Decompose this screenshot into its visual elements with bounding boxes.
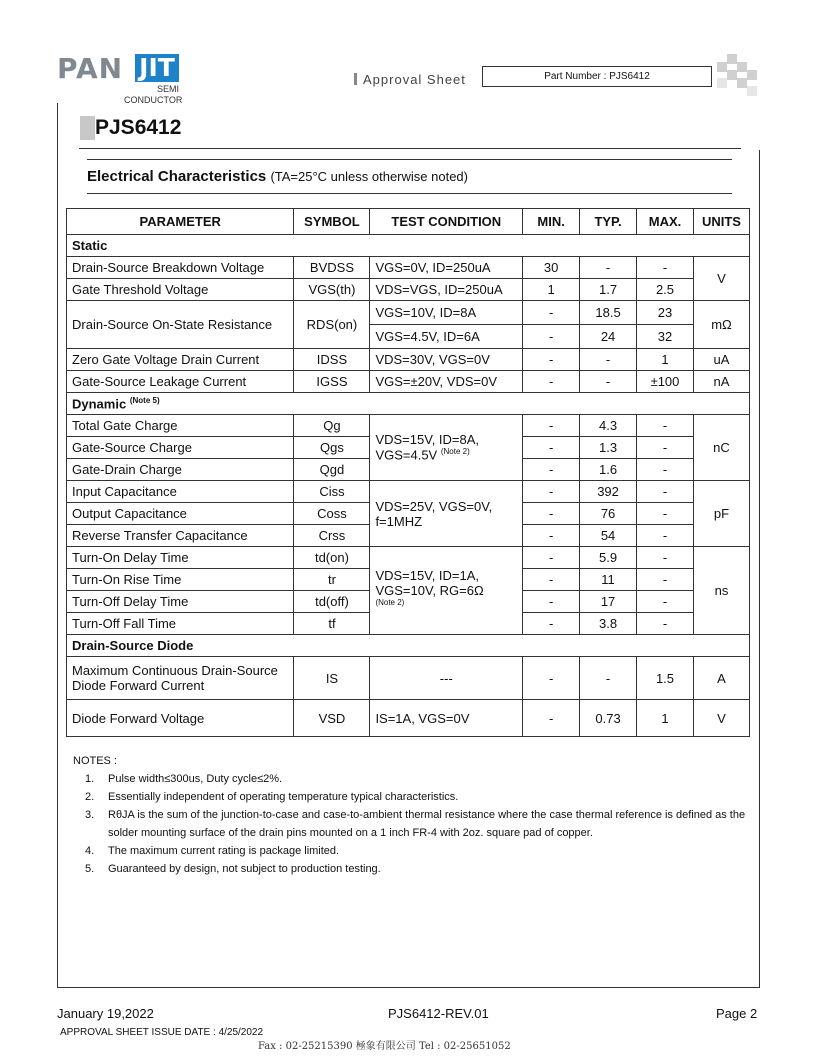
min-cell: - (523, 301, 580, 325)
approval-sheet-label: Approval Sheet (363, 72, 466, 87)
min-cell: - (523, 613, 580, 635)
max-cell: 32 (637, 325, 694, 349)
min-cell: - (523, 547, 580, 569)
max-cell: - (637, 459, 694, 481)
typ-cell: 3.8 (580, 613, 637, 635)
note-item: 5. Guaranteed by design, not subject to production testing. (85, 863, 381, 875)
param-cell: Gate-Drain Charge (67, 459, 294, 481)
typ-cell: 392 (580, 481, 637, 503)
max-cell: 1 (637, 700, 694, 737)
min-cell: - (523, 569, 580, 591)
param-cell: Drain-Source Breakdown Voltage (67, 257, 294, 279)
max-cell: 1.5 (637, 657, 694, 700)
condition-cell: --- (370, 657, 523, 700)
unit-cell: nC (693, 415, 749, 481)
param-cell: Turn-Off Delay Time (67, 591, 294, 613)
min-cell: - (523, 325, 580, 349)
typ-cell: - (580, 349, 637, 371)
typ-cell: 54 (580, 525, 637, 547)
min-cell: - (523, 459, 580, 481)
checker-pattern-icon (717, 54, 759, 96)
frame-right-border (759, 150, 760, 988)
max-cell: - (637, 481, 694, 503)
symbol-cell: tr (294, 569, 370, 591)
param-cell: Drain-Source On-State Resistance (67, 301, 294, 349)
footer-page: Page 2 (716, 1006, 758, 1021)
symbol-cell: td(off) (294, 591, 370, 613)
part-title: PJS6412 (95, 116, 182, 139)
max-cell: 1 (637, 349, 694, 371)
symbol-cell: Crss (294, 525, 370, 547)
typ-cell: 11 (580, 569, 637, 591)
table-row (67, 481, 750, 503)
condition-cell: IS=1A, VGS=0V (370, 700, 523, 737)
param-cell: Reverse Transfer Capacitance (67, 525, 294, 547)
logo-sub-semi: SEMI (157, 84, 180, 94)
footer-date: January 19,2022 (57, 1006, 154, 1021)
min-cell: - (523, 349, 580, 371)
logo-word: PAN (57, 52, 124, 85)
header-symbol: SYMBOL (294, 209, 370, 235)
unit-cell: V (693, 257, 749, 301)
param-cell: Total Gate Charge (67, 415, 294, 437)
symbol-cell: IS (294, 657, 370, 700)
symbol-cell: BVDSS (294, 257, 370, 279)
unit-cell: nA (693, 371, 749, 393)
param-cell: Maximum Continuous Drain-Source Diode Forward Current (67, 657, 294, 700)
notes-block (73, 752, 753, 878)
symbol-cell: IDSS (294, 349, 370, 371)
symbol-cell: Qgd (294, 459, 370, 481)
table-row (67, 547, 750, 569)
table-header-row (67, 209, 750, 235)
typ-cell: - (580, 257, 637, 279)
frame-left-border (57, 103, 58, 988)
part-number-box: Part Number : PJS6412 (482, 66, 712, 87)
condition-cell: VGS=±20V, VDS=0V (370, 371, 523, 393)
typ-cell: 0.73 (580, 700, 637, 737)
group-row-static (67, 235, 750, 257)
group-dynamic: Dynamic $^{(Note 5)}$ (67, 393, 750, 415)
max-cell: ±100 (637, 371, 694, 393)
header-test-condition: TEST CONDITION (370, 209, 523, 235)
param-cell: Gate Threshold Voltage (67, 279, 294, 301)
min-cell: - (523, 437, 580, 459)
max-cell: - (637, 591, 694, 613)
condition-cell: VDS=15V, ID=1A, VGS=10V, RG=6Ω $^{(Note 2)}$ (370, 547, 523, 635)
condition-cell: VGS=0V, ID=250uA (370, 257, 523, 279)
footer-contact: Fax : 02-25215390 極象有限公司 Tel : 02-25651052 (258, 1041, 511, 1052)
table-row (67, 371, 750, 393)
unit-cell: V (693, 700, 749, 737)
symbol-cell: Coss (294, 503, 370, 525)
table-row (67, 700, 750, 737)
note-item: 1. Pulse width≤300us, Duty cycle≤2%. (85, 773, 283, 785)
symbol-cell: IGSS (294, 371, 370, 393)
symbol-cell: tf (294, 613, 370, 635)
param-cell: Input Capacitance (67, 481, 294, 503)
section-title: Electrical Characteristics (87, 168, 267, 185)
min-cell: - (523, 503, 580, 525)
condition-cell: VDS=25V, VGS=0V, f=1MHZ (370, 481, 523, 547)
footer-issue-date: APPROVAL SHEET ISSUE DATE : 4/25/2022 (60, 1027, 264, 1038)
note-item: 3. RθJA is the sum of the junction-to-case and case-to-ambient thermal resistance where the case thermal reference is defined as the solder mounting surface of the drain pins mounted on a 1 inch FR-4 with 2oz. square pad of copper. (85, 809, 746, 839)
section-divider-top (87, 159, 732, 160)
typ-cell: 4.3 (580, 415, 637, 437)
max-cell: - (637, 257, 694, 279)
table-row (67, 657, 750, 700)
param-cell: Turn-On Delay Time (67, 547, 294, 569)
typ-cell: 1.7 (580, 279, 637, 301)
section-condition: (TA=25°C unless otherwise noted) (270, 169, 468, 184)
table-row (67, 349, 750, 371)
param-cell: Gate-Source Charge (67, 437, 294, 459)
min-cell: - (523, 415, 580, 437)
min-cell: - (523, 700, 580, 737)
header-parameter: PARAMETER (67, 209, 294, 235)
group-row-dynamic (67, 393, 750, 415)
group-row-diode (67, 635, 750, 657)
note-item: 2. Essentially independent of operating temperature typical characteristics. (85, 791, 459, 803)
table-row (67, 257, 750, 279)
condition-cell: VDS=VGS, ID=250uA (370, 279, 523, 301)
title-marker (80, 116, 95, 140)
group-static: Static (67, 235, 750, 257)
param-cell: Turn-On Rise Time (67, 569, 294, 591)
max-cell: - (637, 503, 694, 525)
param-cell: Turn-Off Fall Time (67, 613, 294, 635)
typ-cell: - (580, 657, 637, 700)
min-cell: - (523, 525, 580, 547)
min-cell: - (523, 657, 580, 700)
header-typ: TYP. (580, 209, 637, 235)
typ-cell: 17 (580, 591, 637, 613)
section-heading (87, 168, 468, 185)
table-row (67, 279, 750, 301)
typ-cell: 5.9 (580, 547, 637, 569)
header-min: MIN. (523, 209, 580, 235)
min-cell: - (523, 481, 580, 503)
electrical-characteristics-table (66, 208, 750, 737)
unit-cell: mΩ (693, 301, 749, 349)
max-cell: - (637, 437, 694, 459)
note-item: 4. The maximum current rating is package limited. (85, 845, 340, 857)
condition-cell: VGS=4.5V, ID=6A (370, 325, 523, 349)
unit-cell: uA (693, 349, 749, 371)
min-cell: - (523, 591, 580, 613)
typ-cell: 24 (580, 325, 637, 349)
max-cell: - (637, 547, 694, 569)
logo-sub-conductor: CONDUCTOR (124, 95, 183, 105)
param-cell: Output Capacitance (67, 503, 294, 525)
dynamic-note: (Note 5) (129, 395, 160, 405)
typ-cell: 18.5 (580, 301, 637, 325)
unit-cell: A (693, 657, 749, 700)
max-cell: 23 (637, 301, 694, 325)
max-cell: - (637, 525, 694, 547)
condition-cell: VDS=15V, ID=8A, VGS=4.5V $^{(Note 2)}$ (370, 415, 523, 481)
unit-cell: ns (693, 547, 749, 635)
symbol-cell: VSD (294, 700, 370, 737)
symbol-cell: VGS(th) (294, 279, 370, 301)
header-max: MAX. (637, 209, 694, 235)
symbol-cell: td(on) (294, 547, 370, 569)
group-diode: Drain-Source Diode (67, 635, 750, 657)
notes-title: NOTES : (73, 755, 118, 767)
frame-bottom-border (57, 987, 760, 988)
condition-cell: VGS=10V, ID=8A (370, 301, 523, 325)
typ-cell: 76 (580, 503, 637, 525)
section-divider-bottom (87, 193, 732, 194)
min-cell: - (523, 371, 580, 393)
max-cell: - (637, 415, 694, 437)
param-cell: Diode Forward Voltage (67, 700, 294, 737)
symbol-cell: Qg (294, 415, 370, 437)
panjit-logo (57, 48, 181, 108)
logo-highlight: JIT (135, 54, 179, 82)
param-cell: Zero Gate Voltage Drain Current (67, 349, 294, 371)
table-row (67, 415, 750, 437)
symbol-cell: Qgs (294, 437, 370, 459)
header-units: UNITS (693, 209, 749, 235)
symbol-cell: RDS(on) (294, 301, 370, 349)
approval-bar-icon (354, 73, 357, 85)
symbol-cell: Ciss (294, 481, 370, 503)
max-cell: 2.5 (637, 279, 694, 301)
condition-cell: VDS=30V, VGS=0V (370, 349, 523, 371)
footer-revision: PJS6412-REV.01 (388, 1006, 489, 1021)
typ-cell: - (580, 371, 637, 393)
typ-cell: 1.3 (580, 437, 637, 459)
min-cell: 1 (523, 279, 580, 301)
title-divider (79, 148, 741, 149)
max-cell: - (637, 613, 694, 635)
min-cell: 30 (523, 257, 580, 279)
table-row (67, 301, 750, 325)
typ-cell: 1.6 (580, 459, 637, 481)
unit-cell: pF (693, 481, 749, 547)
max-cell: - (637, 569, 694, 591)
param-cell: Gate-Source Leakage Current (67, 371, 294, 393)
